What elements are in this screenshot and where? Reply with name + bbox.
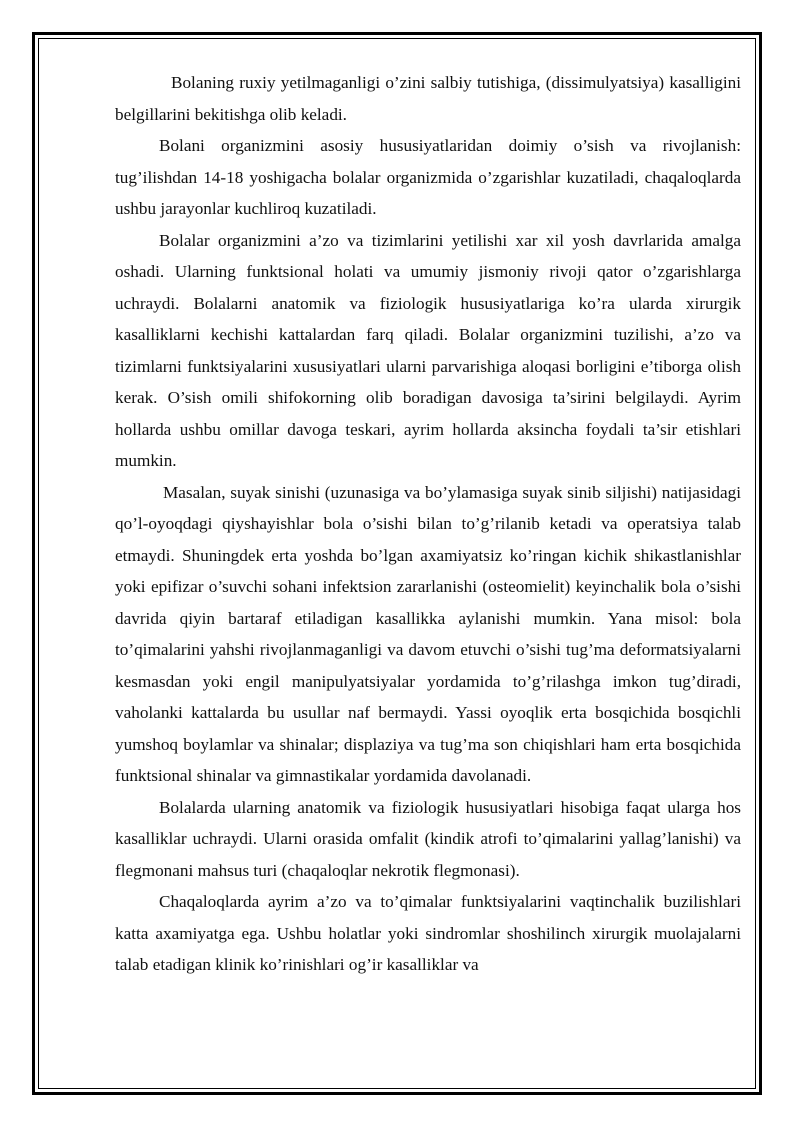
paragraph-4: Masalan, suyak sinishi (uzunasiga va bo’ylamasiga suyak sinib siljishi) natijasidagi qo’l-oyoqdagi qiyshayishlar bola o’sishi bilan to’g’rilanib ketadi va operatsiya talab etmaydi. Shuningdek erta yoshda bo’lgan axamiyatsiz ko’ringan kichik shikastlanishlar yoki epifizar o’suvchi sohani infektsion zararlanishi (osteomielit) keyinchalik bola o’sishi davrida qiyin bartaraf etiladigan kasallikka aylanishi mumkin. Yana misol: bola to’qimalarini yahshi rivojlanmaganligi va davom etuvchi o’sishi tug’ma deformatsiyalarni kesmasdan yoki engil manipulyatsiyalar yordamida to’g’rilashga imkon tug’diradi, vaholanki kattalarda bu usullar naf bermaydi. Yassi oyoqlik erta bosqichida bosqichli yumshoq boylamlar va shinalar; displaziya va tug’ma son chiqishlari ham erta bosqichida funktsional shinalar va gimnastikalar yordamida davolanadi. [115,482,741,785]
paragraph-5: Bolalarda ularning anatomik va fiziologik hususiyatlari hisobiga faqat ularga hos kasalliklar uchraydi. Ularni orasida omfalit (kindik atrofi to’qimalarini yallag’lanishi) va flegmonani mahsus turi (chaqaloqlar nekrotik flegmonasi). [115,797,741,880]
paragraph-3: Bolalar organizmini a’zo va tizimlarini yetilishi xar xil yosh davrlarida amalga oshadi. Ularning funktsional holati va umumiy jismoniy rivoji qator o’zgarishlarga uchraydi. Bolalarni anatomik va fiziologik hususiyatlariga ko’ra ularda xirurgik kasalliklarni kechishi kattalardan farq qiladi. Bolalar organizmini tuzilishi, a’zo va tizimlarni funktsiyalarini xususiyatlari ularni parvarishiga aloqasi borligini e’tiborga olish kerak. O’sish omili shifokorning olib boradigan davosiga ta’sirini belgilaydi. Ayrim hollarda ushbu omillar davoga teskari, ayrim hollarda aksincha foydali ta’sir etishlari mumkin. [115,230,741,470]
paragraph-6: Chaqaloqlarda ayrim a’zo va to’qimalar funktsiyalarini vaqtinchalik buzilishlari katta axamiyatga ega. Ushbu holatlar yoki sindromlar shoshilinch xirurgik muolajalarni talab etadigan klinik ko’rinishlari og’ir kasalliklar va [115,892,741,974]
paragraph-2: Bolani organizmini asosiy hususiyatlaridan doimiy o’sish va rivojlanish: tug’ilishdan 14-18 yoshigacha bolalar organizmida o’zgarishlar kuzatiladi, chaqaloqlarda ushbu jarayonlar kuchliroq kuzatiladi. [115,136,741,218]
document-body [115,67,741,981]
paragraph-1: Bolaning ruxiy yetilmaganligi o’zini salbiy tutishiga, (dissimulyatsiya) kasalligini belgillarini bekitishga olib keladi. [115,73,741,124]
